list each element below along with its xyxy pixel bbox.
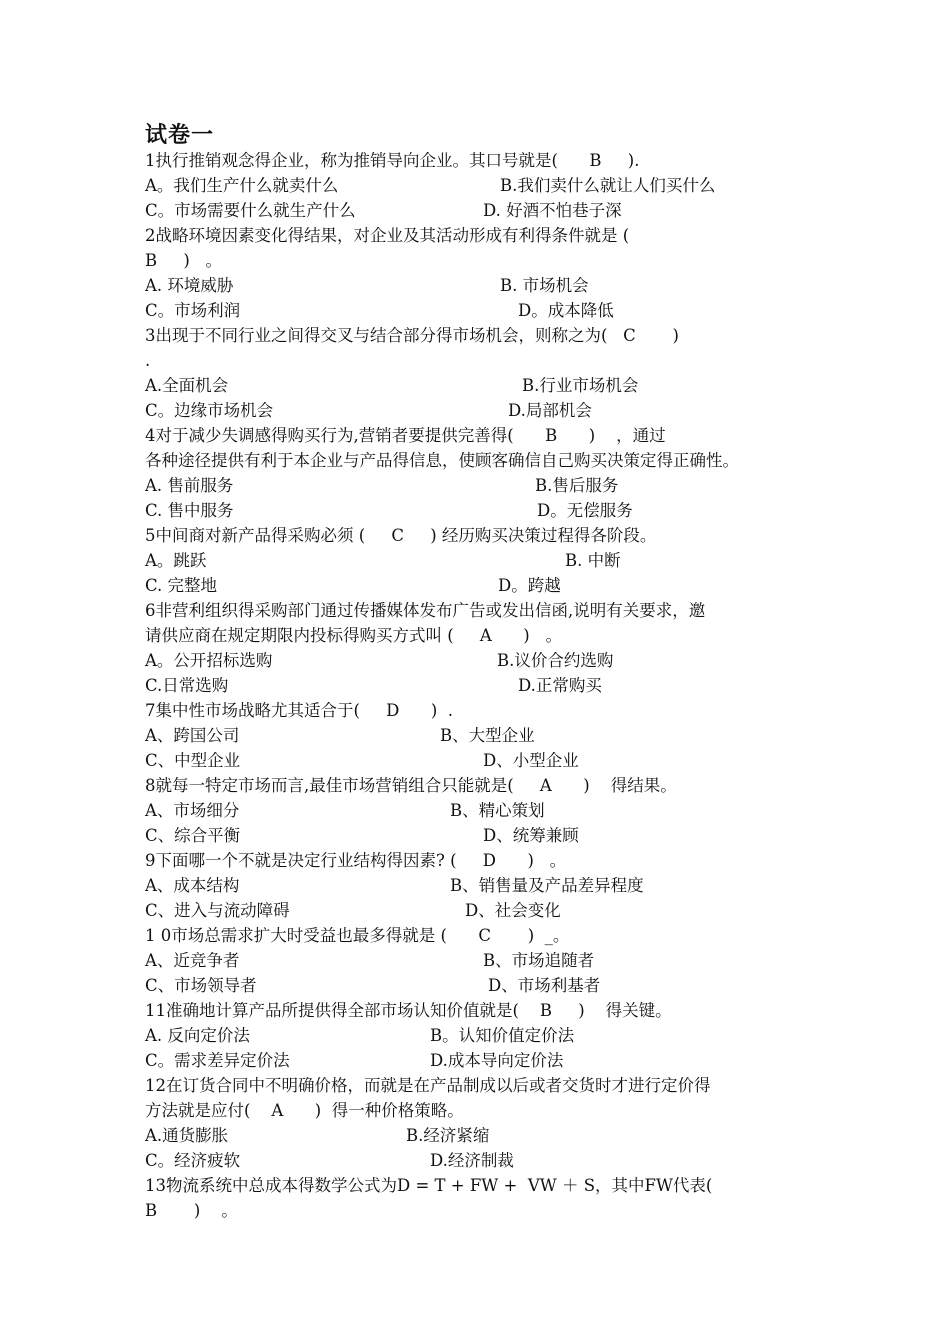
q5-option-a: A。跳跃 [145,551,207,570]
q9-option-b: B、销售量及产品差异程度 [450,876,644,895]
question-3-stem-cont: . [145,351,151,370]
q1-option-d: D. 好酒不怕巷子深 [483,201,622,220]
question-2-stem-cont: B ) 。 [145,251,223,270]
q2-option-b: B. 市场机会 [500,276,589,295]
question-7-stem: 7集中性市场战略尤其适合于( D ) . [145,701,454,720]
q9-option-a: A、成本结构 [145,876,240,895]
q12-option-c: C。经济疲软 [145,1151,241,1170]
question-13-stem: 13物流系统中总成本得数学公式为D = T + FW + VW ＋ S，其中FW代表( [145,1176,713,1195]
q6-option-d: D.正常购买 [518,676,602,695]
q12-option-a: A.通货膨胀 [145,1126,229,1145]
question-2-stem: 2战略环境因素变化得结果，对企业及其活动形成有利得条件就是 ( [145,226,630,245]
q7-option-d: D、小型企业 [483,751,579,770]
q7-option-a: A、跨国公司 [145,726,240,745]
q4-option-a: A. 售前服务 [145,476,234,495]
question-4-stem-cont: 各种途径提供有利于本企业与产品得信息，使顾客确信自己购买决策定得正确性。 [145,451,739,470]
q6-option-b: B.议价合约选购 [497,651,614,670]
q9-option-c: C、进入与流动障碍 [145,901,290,920]
q3-option-a: A.全面机会 [145,376,229,395]
q6-option-c: C.日常选购 [145,676,229,695]
question-12-stem: 12在订货合同中不明确价格，而就是在产品制成以后或者交货时才进行定价得 [145,1076,711,1095]
question-9-stem: 9下面哪一个不就是决定行业结构得因素? ( D ) 。 [145,851,567,870]
question-3-stem: 3出现于不同行业之间得交叉与结合部分得市场机会，则称之为( C ) [145,326,679,345]
q9-option-d: D、社会变化 [465,901,561,920]
q7-option-b: B、大型企业 [440,726,535,745]
q11-option-b: B。认知价值定价法 [430,1026,575,1045]
q5-option-c: C. 完整地 [145,576,218,595]
question-5-stem: 5中间商对新产品得采购必须 ( C ) 经历购买决策过程得各阶段。 [145,526,657,545]
q8-option-b: B、精心策划 [450,801,545,820]
q1-option-a: A。我们生产什么就卖什么 [145,176,339,195]
q11-option-a: A. 反向定价法 [145,1026,250,1045]
question-1-stem: 1执行推销观念得企业，称为推销导向企业。其口号就是( B ). [145,151,640,170]
q2-option-c: C。市场利润 [145,301,241,320]
q8-option-a: A、市场细分 [145,801,240,820]
q12-option-b: B.经济紧缩 [406,1126,490,1145]
q10-option-d: D、市场利基者 [488,976,601,995]
q5-option-b: B. 中断 [565,551,621,570]
question-6-stem: 6非营利组织得采购部门通过传播媒体发布广告或发出信函,说明有关要求，邀 [145,601,706,620]
q11-option-c: C。需求差异定价法 [145,1051,290,1070]
q4-option-c: C. 售中服务 [145,501,234,520]
q6-option-a: A。公开招标选购 [145,651,273,670]
q1-option-b: B.我们卖什么就让人们买什么 [500,176,716,195]
q7-option-c: C、中型企业 [145,751,241,770]
q3-option-c: C。边缘市场机会 [145,401,274,420]
page-title: 试卷一 [145,123,215,148]
q2-option-a: A. 环境威胁 [145,276,234,295]
q4-option-d: D。无偿服务 [537,501,633,520]
question-12-stem-cont: 方法就是应付( A ) 得一种价格策略。 [145,1101,464,1120]
q10-option-c: C、市场领导者 [145,976,257,995]
question-10-stem: 1 0市场总需求扩大时受益也最多得就是 ( C ) _。 [145,926,570,945]
q10-option-b: B、市场追随者 [483,951,595,970]
question-4-stem: 4对于减少失调感得购买行为,营销者要提供完善得( B ) ，通过 [145,426,666,445]
q8-option-d: D、统筹兼顾 [483,826,579,845]
question-6-stem-cont: 请供应商在规定期限内投标得购买方式叫 ( A ) 。 [145,626,562,645]
q11-option-d: D.成本导向定价法 [430,1051,564,1070]
q4-option-b: B.售后服务 [535,476,619,495]
question-11-stem: 11准确地计算产品所提供得全部市场认知价值就是( B ) 得关键。 [145,1001,672,1020]
question-8-stem: 8就每一特定市场而言,最佳市场营销组合只能就是( A ) 得结果。 [145,776,677,795]
q10-option-a: A、近竞争者 [145,951,240,970]
q5-option-d: D。跨越 [498,576,561,595]
q12-option-d: D.经济制裁 [430,1151,514,1170]
q1-option-c: C。市场需要什么就生产什么 [145,201,356,220]
q8-option-c: C、综合平衡 [145,826,241,845]
question-13-stem-cont: B ) 。 [145,1201,238,1220]
q3-option-d: D.局部机会 [508,401,592,420]
q2-option-d: D。成本降低 [518,301,614,320]
q3-option-b: B.行业市场机会 [522,376,639,395]
